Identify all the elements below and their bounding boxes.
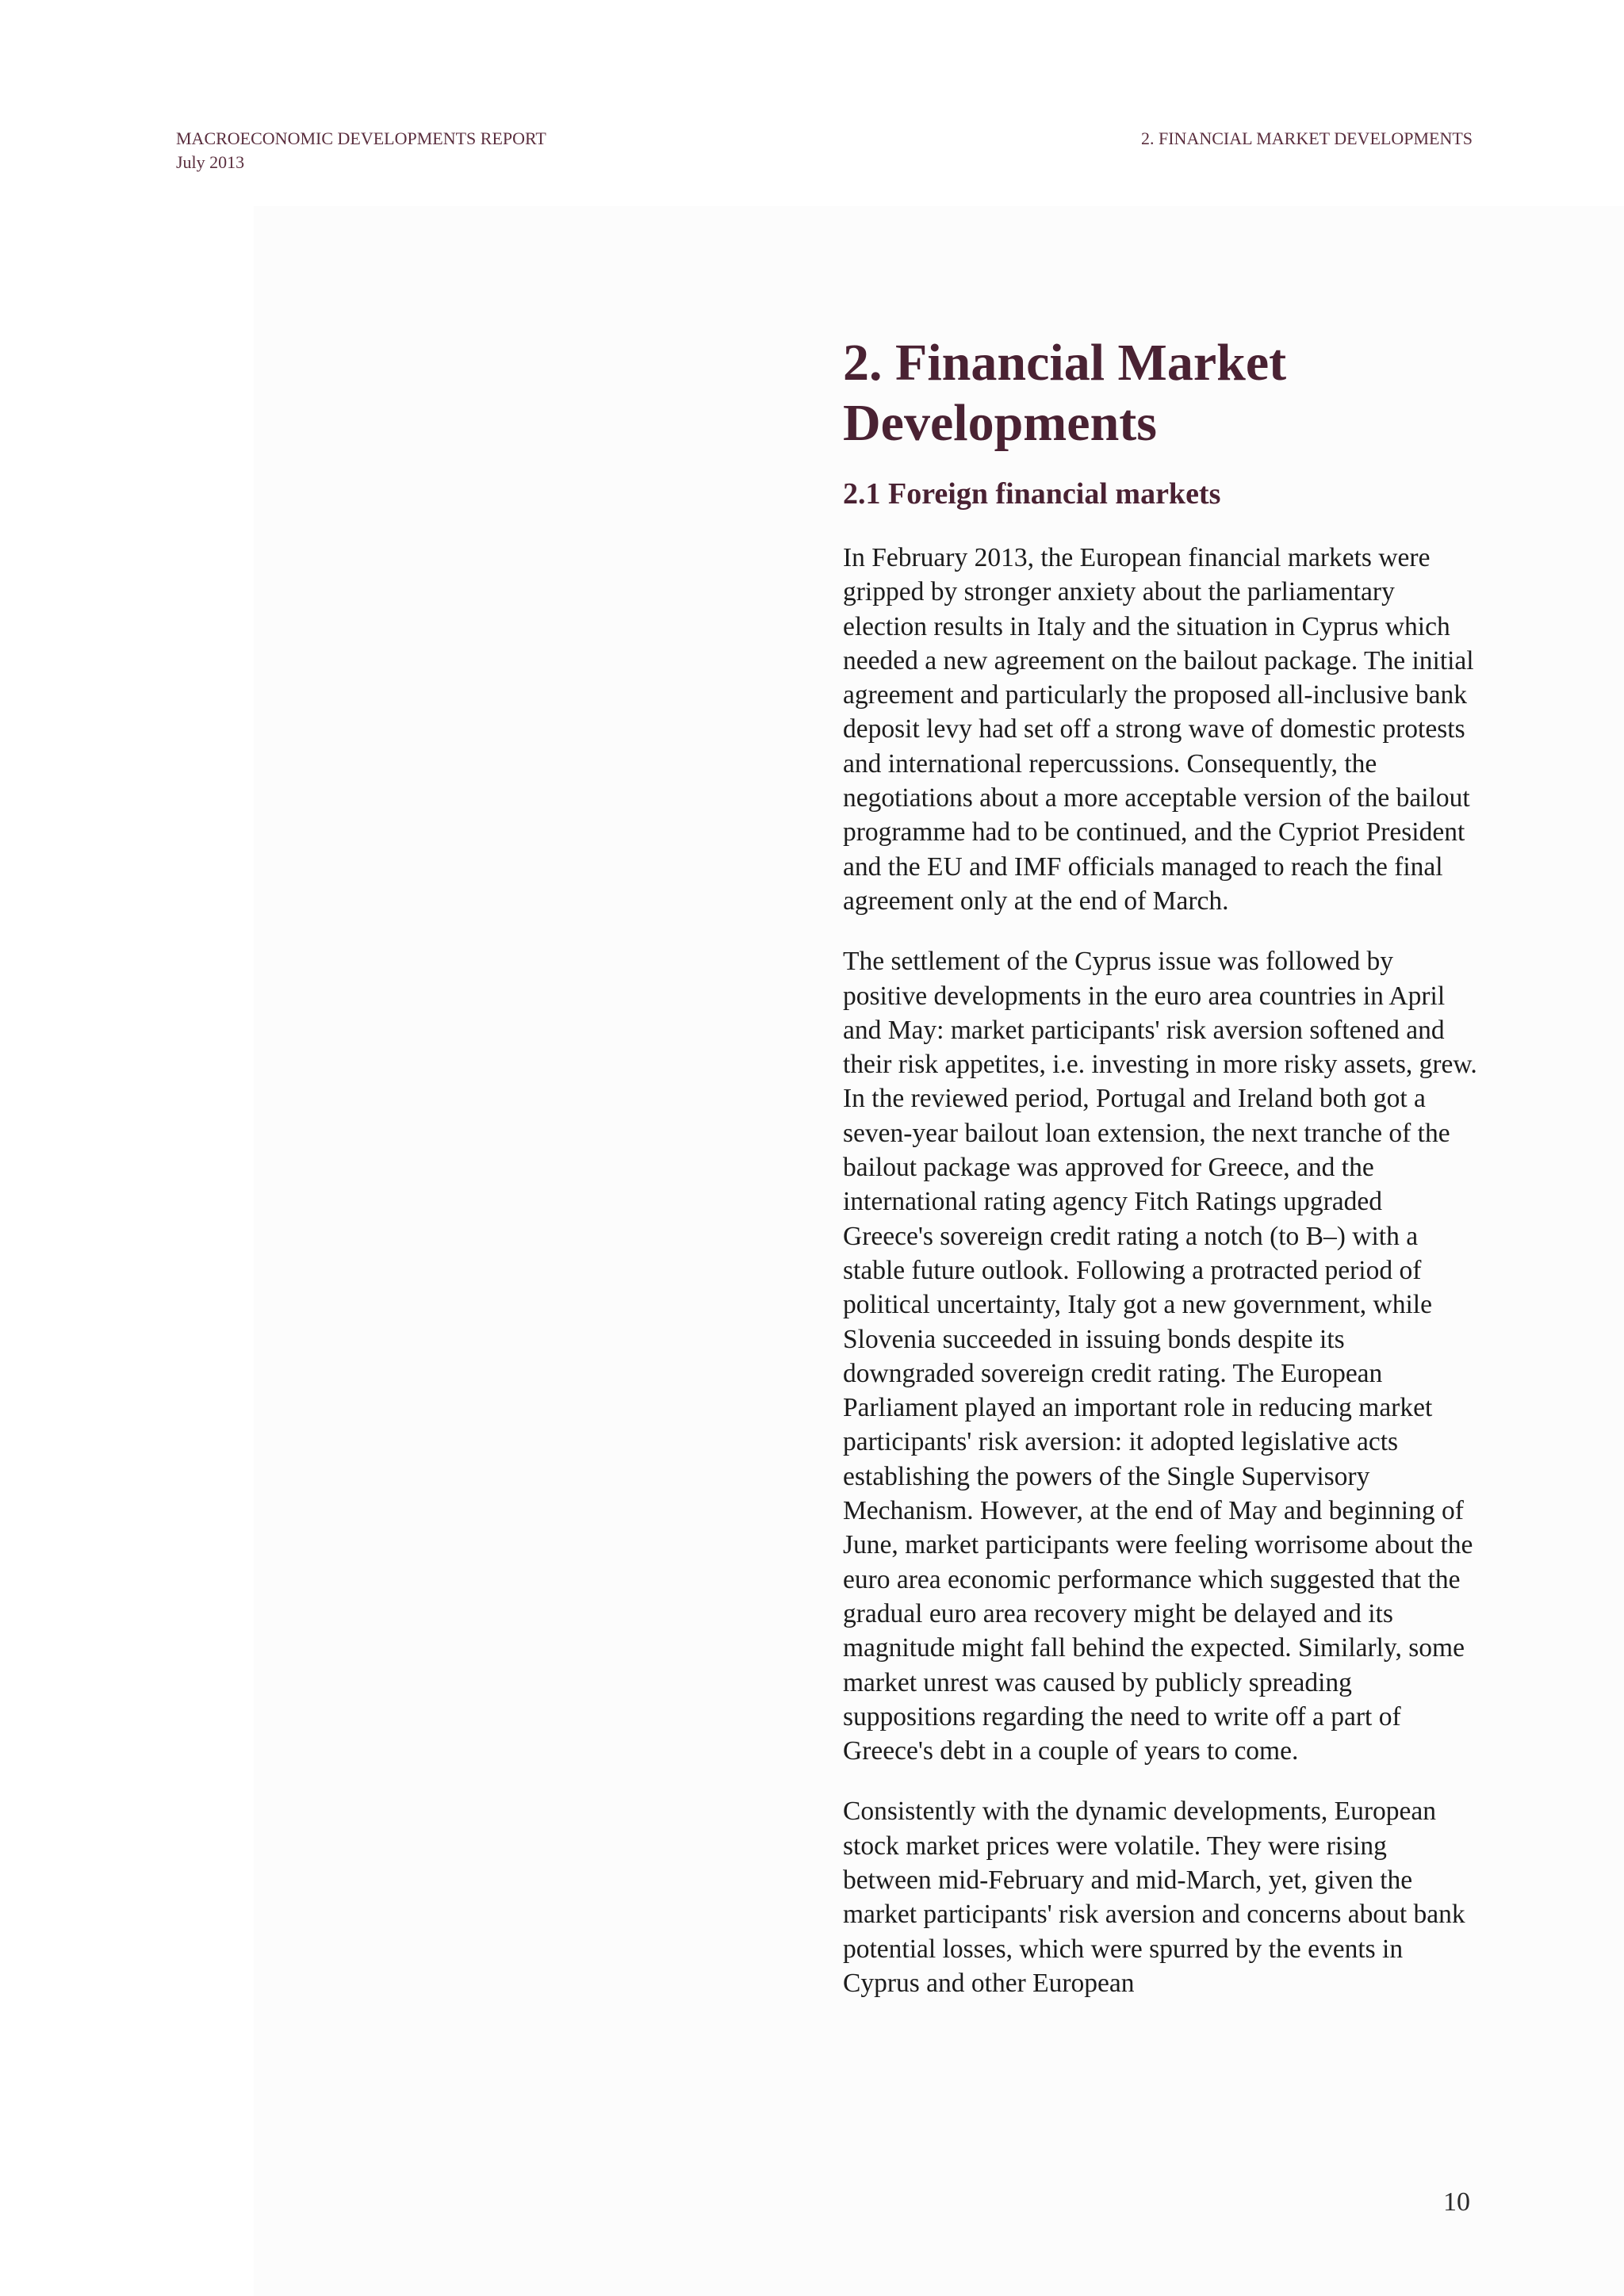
main-content (843, 333, 1477, 2000)
running-header-left (176, 127, 546, 174)
chapter-running-title: 2. FINANCIAL MARKET DEVELOPMENTS (1141, 128, 1473, 148)
body-paragraph: Consistently with the dynamic developments, European stock market prices were volatile. They were rising between mid-February and mid-March, yet, given the market participants' risk aversion and concerns about bank potential losses, which were spurred by the events in Cyprus and other European (843, 1797, 1465, 1998)
body-paragraph: In February 2013, the European financial markets were gripped by stronger anxiety about the parliamentary election results in Italy and the situation in Cyprus which needed a new agreement on the bailout package. The initial agreement and particularly the proposed all-inclusive bank deposit levy had set off a strong wave of domestic protests and international repercussions. Consequently, the negotiations about a more acceptable version of the bailout programme had to be continued, and the Cypriot President and the EU and IMF officials managed to reach the final agreement only at the end of March. (843, 543, 1474, 916)
chapter-title: 2. Financial Market Developments (843, 334, 1287, 452)
report-title: MACROECONOMIC DEVELOPMENTS REPORT (176, 128, 546, 148)
report-date: July 2013 (176, 152, 245, 172)
section-title: 2.1 Foreign financial markets (843, 477, 1221, 511)
running-header-right (1141, 127, 1473, 151)
page-number: 10 (1443, 2187, 1470, 2217)
body-paragraph: The settlement of the Cyprus issue was followed by positive developments in the euro area countries in April and May: market participants' risk aversion softened and their risk appetites, i.e. investing in more risky assets, grew. In the reviewed period, Portugal and Ireland both got a seven-year bailout loan extension, the next tranche of the bailout package was approved for Greece, and the international rating agency Fitch Ratings upgraded Greece's sovereign credit rating a notch (to B–) with a stable future outlook. Following a protracted period of political uncertainty, Italy got a new government, while Slovenia succeeded in issuing bonds despite its downgraded sovereign credit rating. The European Parliament played an important role in reducing market participants' risk aversion: it adopted legislative acts establishing the powers of the Single Supervisory Mechanism. However, at the end of May and beginning of June, market participants were feeling worrisome about the euro area economic performance which suggested that the gradual euro area recovery might be delayed and its magnitude might fall behind the expected. Similarly, some market unrest was caused by publicly spreading suppositions regarding the need to write off a part of Greece's debt in a couple of years to come. (843, 947, 1477, 1766)
